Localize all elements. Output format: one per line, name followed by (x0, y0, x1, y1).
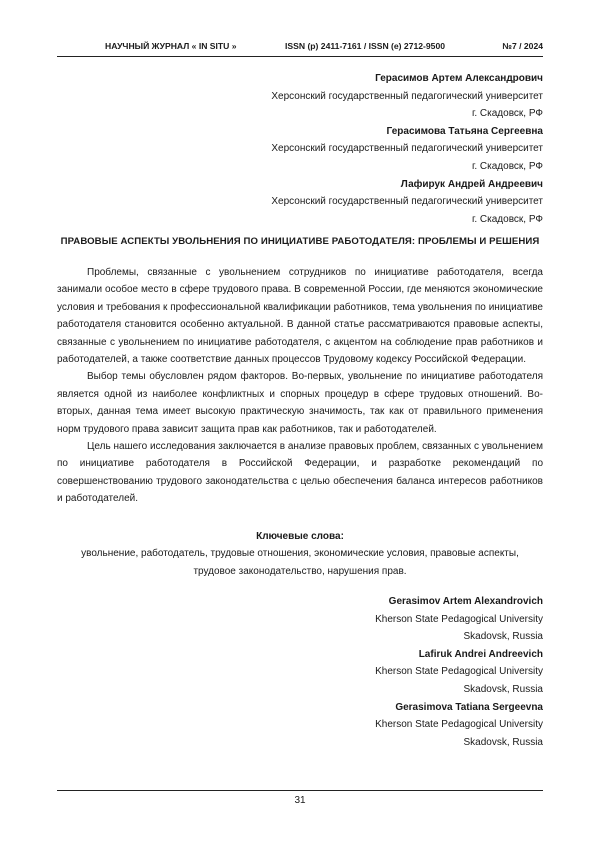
issue-number: №7 / 2024 (502, 41, 543, 51)
author-name: Lafiruk Andrei Andreevich (418, 648, 543, 660)
author-name: Лафирук Андрей Андреевич (400, 178, 543, 190)
article-body (57, 264, 543, 508)
footer-divider (57, 790, 543, 791)
author-name: Герасимова Татьяна Сергеевна (386, 125, 543, 137)
body-paragraph: Проблемы, связанные с увольнением сотрудников по инициативе работодателя, всегда занимали особое место в сфере трудового права. В современной России, где меняются экономические условия и требования к профессиональной квалификации работников, тема увольнения по инициативе работодателя становится особенно актуальной. В данной статье рассматриваются правовые аспекты, связанные с увольнением по инициативе работодателя, с акцентом на соблюдение прав работников и работодателей, а также соответствие данных процессов Трудовому кодексу Российской Федерации. (57, 267, 543, 366)
issn-info: ISSN (p) 2411-7161 / ISSN (e) 2712-9500 (285, 41, 446, 51)
author-city: г. Скадовск, РФ (471, 213, 543, 225)
author-city: Skadovsk, Russia (463, 736, 543, 748)
author-city: г. Скадовск, РФ (471, 108, 543, 120)
body-paragraph: Выбор темы обусловлен рядом факторов. Во-первых, увольнение по инициативе работодателя является одной из наиболее конфликтных и спорных процедур в сфере трудовых отношений. Во-вторых, данная тема имеет высокую практическую значимость, так как от правильного применения норм трудового права зависит защита прав как работников, так и работодателей. (57, 371, 543, 435)
running-header (57, 41, 543, 55)
authors-block-en (123, 593, 543, 751)
keywords-title: Ключевые слова: (256, 531, 344, 542)
authors-block-ru (123, 70, 543, 228)
author-name: Gerasimova Tatiana Sergeevna (395, 701, 543, 713)
article-title: ПРАВОВЫЕ АСПЕКТЫ УВОЛЬНЕНИЯ ПО ИНИЦИАТИВЕ РАБОТОДАТЕЛЯ: ПРОБЛЕМЫ И РЕШЕНИЯ (60, 236, 540, 247)
author-city: Skadovsk, Russia (463, 631, 543, 643)
author-city: г. Скадовск, РФ (471, 160, 543, 172)
author-affiliation: Kherson State Pedagogical University (375, 613, 543, 625)
author-affiliation: Kherson State Pedagogical University (375, 666, 543, 678)
author-city: Skadovsk, Russia (463, 683, 543, 695)
author-name: Герасимов Артем Александрович (375, 73, 543, 84)
keywords-line: увольнение, работодатель, трудовые отношения, экономические условия, правовые аспекты, (81, 548, 519, 560)
author-affiliation: Херсонский государственный педагогический университет (271, 196, 543, 208)
journal-name: НАУЧНЫЙ ЖУРНАЛ « IN SITU » (105, 41, 237, 51)
author-affiliation: Kherson State Pedagogical University (375, 719, 543, 731)
body-paragraph: Цель нашего исследования заключается в анализе правовых проблем, связанных с увольнением по инициативе работодателя в Российской Федерации, и разработке рекомендаций по совершенствованию трудового законодательства с целью обеспечения баланса интересов работников и работодателей. (57, 441, 543, 505)
keywords-block (57, 528, 543, 580)
author-affiliation: Херсонский государственный педагогический университет (271, 143, 543, 155)
keywords-line: трудовое законодательство, нарушения прав. (193, 565, 407, 577)
page-number: 31 (294, 795, 306, 806)
header-divider (57, 56, 543, 57)
author-affiliation: Херсонский государственный педагогический университет (271, 90, 543, 102)
author-name: Gerasimov Artem Alexandrovich (388, 596, 543, 607)
